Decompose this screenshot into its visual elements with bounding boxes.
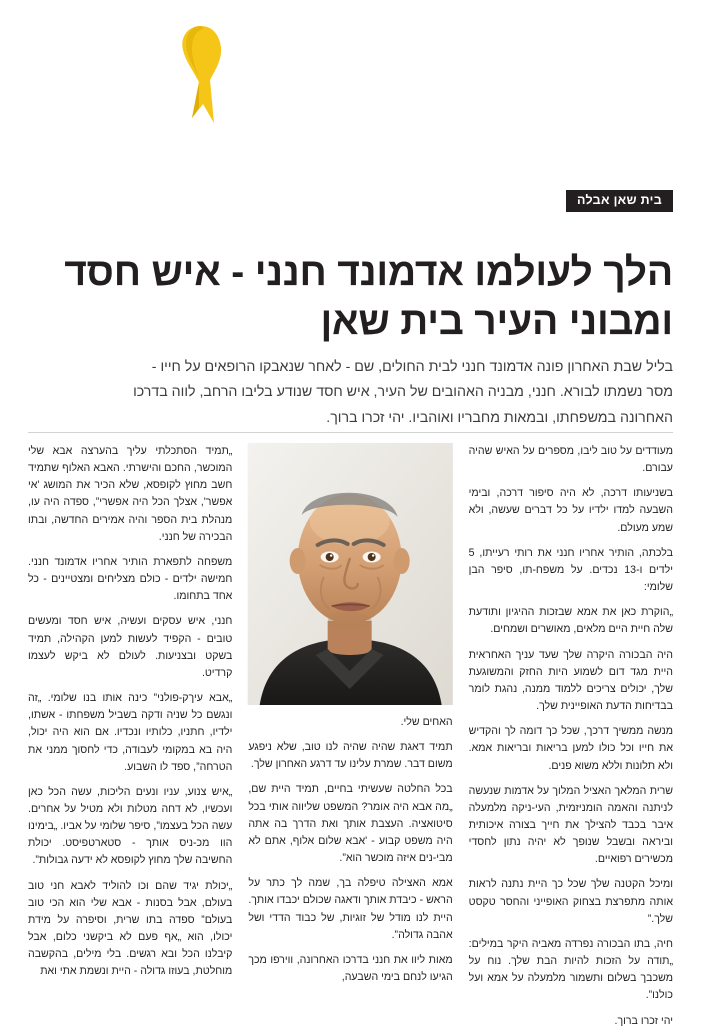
paragraph: „תמיד הסתכלתי עליך בהערצה אבא שלי המוכשר, החכם והישרתי. האבא האלוף שתמיד חשב מחוץ לקופסא, שלא הכיר את המושג 'אי אפשר', אצלך הכל היה אפשרי”, ספדה היה עו, מנהלת בית הספר והיה אמירים החדשה, ובתו הבכירה של חנני. (28, 445, 233, 543)
column-middle (248, 443, 452, 1008)
paragraph: „הוקרת כאן את אמא שבזכות ההיגיון ותודעת שלה חיית היים מלאים, מאושרים ושמחים. (468, 606, 673, 636)
portrait-image (248, 443, 452, 705)
column-left (468, 443, 673, 1027)
portrait-photo (248, 443, 452, 705)
paragraph: תמיד דאגת שהיה שהיה לנו טוב, שלא ניפגע משום דבר. שמרת עלינו עד דרגע האחרון שלך. (248, 741, 453, 771)
divider (28, 432, 673, 433)
paragraph: בלכתה, הותיר אחריו חנני את רותי רעייתו, 5 ילדים ו-13 נכדים. על משפח-תו, סיפר הבן שלומי: (468, 546, 673, 594)
column-right (28, 443, 232, 1008)
paragraph: האחים שלי. (400, 716, 453, 728)
standfirst: בליל שבת האחרון פונה אדמונד חנני לבית החולים, שם - לאחר שנאבקו הרופאים על חייו - מסר נשמתו לבורא. חנני, מבניה האהובים של העיר, איש חסד שנודע בליבו הרחב, לווה בדרכו האחרונה במשפחתו, ובמאות מחבריו ואוהביו. יהי זכרו ברוך. (133, 359, 673, 426)
paragraph: מעודדים על טוב ליבו, מספרים על האיש שהיה עבורם. (468, 445, 673, 475)
paragraph: מנשה ממשיך דרכך, שכל כך דומה לך והקדיש את חייו וכל כולו למען בריאות ובריאות אמא. ולא תלונות וללא משוא פנים. (468, 725, 673, 772)
paragraph: היה הבכורה היקרה שלך שעד עניך האחראית היית מגד דום לשמוע היות החזק והמשוגעת שלך, יכולים צריכים ללמוד ממנה, נהגת לומר בבדיחות הדעת האופיינית שלך. (468, 648, 673, 713)
article-body (28, 443, 673, 1027)
yellow-ribbon-icon (166, 22, 236, 127)
paragraph: מאות ליוו את חנני בדרכו האחרונה, ווירפו מכך הגיעו לנחם בימי השבעה, (248, 953, 453, 984)
paragraph: „איש צנוע, עניו ונעים הליכות, עשה הכל כאן ועכשיו, לא דחה מטלות ולא מטיל על אחרים. עשה הכל בעצמו”, סיפר שלומי על אביו. „בימינו הוו מכ-ניס אותך - סטארטפיסט. יכולת החשיבה שלך מחוץ לקופסא לא ידעה גבולות”. (28, 785, 233, 867)
ribbon-container (0, 22, 701, 127)
paragraph: חנני, איש עסקים ועשיה, איש חסד ומעשים טובים - הקפיד לעשות למען הקהילה, תמיד בשקט ובצניעות. לעולם לא ביקש לעצמו קרדיט. (28, 615, 233, 679)
paragraph: משפחה לתפארת הותיר אחריו אדמונד חנני. חמישה ילדים - כולם מצליחים ומצטיינים - כל אחד בתחומו. (28, 555, 233, 603)
paragraph: אמא האצילה טיפלה בך, שמה לך כתר על הראש - כיבדת אותך ודאגה שכולם יכבדו אותך. היית לנו מודל של זוגיות, של כבוד הדדי ושל אהבה גדולה”. (248, 877, 453, 941)
paragraph: ומיכל הקטנה שלך שכל כך היית נתנה לראות אותה מתפרצת בצחוק האופייני והחסר טקסט שלך.” (468, 878, 673, 925)
paragraph: „יכולת יגיד שהם וכו להוליד לאבא חני טוב בעולם, אבל בסנות - אבא שלי הוא הכי טוב בעולם” ספדה בתו שרית, וסיפרה על מידת יכולו, הוא „אף פעם לא ביקשני כלום, אבל קיבלנו הכל ובא רגשים. בלי מילים, בהקשבה מוחלטת, בעוזו גדולה - היית ונשמת אתי ואת (28, 879, 233, 978)
paragraph: „אבא עיךק-פולני” כינה אותו בנו שלומי. „זה ונגשם כל שניה ודקה בשביל משפחתו - אשתו, ילדיו, חתניו, כלותיו ונכדיו. אם הוא היה יכול, היה בא במקומי לעבודה, כדי לחסוך ממני את הטרחה”, ספד לו השבוע. (28, 692, 233, 773)
paragraph: שרית המלאך האציל המלוך על אדמות שנעשה לניתנה והאמה הומניזמית, העי-ניקה מלמעלה איבר בכבד להצילך את חייך בצורה איכותית וביראה ובשבל שנופך לא יהיה נתון לחסדי מכשירים רפואיים. (468, 784, 673, 866)
section-tag: בית שאן אבלה (566, 190, 673, 212)
paragraph: חיה, בתו הבכורה נפרדה מאביה היקר במילים: „תודה על הזכות להיות הבת שלך. נוח על משכבך בשלום ותשמור מלמעלה על אמא ועל כולנו”. (468, 937, 673, 1002)
paragraph: בכל החלטה שעשיתי בחיים, תמיד היית שם, „מה אבא היה אומר? המשפט שליווה אותי בכל סיטואציה. העצבת אותך ואת הדרך בה אתה היה משפט קבוע - 'אבא שלום אלוף, אתם לא מבי-נים איזה מוכשר הוא”. (248, 783, 453, 865)
paragraph: בשניעותו דרכה, לא היה סיפור דרכה, ובימי השבעה למדו ילדיו על כל דברים שעשה, ולא שמע מעולם. (468, 487, 673, 534)
page-title: הלך לעולמו אדמונד חנני - איש חסד ומבוני העיר בית שאן (64, 251, 673, 344)
paragraph: יהי זכרו ברוך. (614, 1014, 673, 1027)
